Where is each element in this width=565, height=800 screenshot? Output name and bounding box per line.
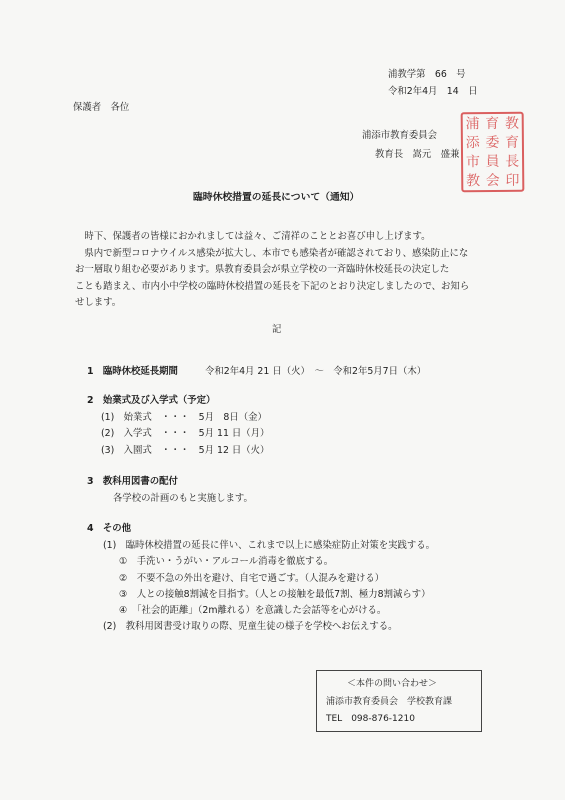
contact-box [316,670,482,732]
intro-paragraph [75,229,490,312]
other-item-2: (2) 教科用図書受け取りの際、児童生徒の様子を学校へお伝えする。 [103,621,398,632]
section-1-heading: 1 臨時休校延長期間 [87,366,178,377]
addressee: 保護者 各位 [73,102,130,113]
prevention-subitem: ② 不要不急の外出を避け、自宅で過ごす。（人混みを避ける） [119,573,385,584]
document-number: 浦教学第 66 号 [388,69,466,80]
official-seal: 浦 添 市 教 育 委 員 会 教 育 長 印 [461,112,525,193]
intro-line: 県内で新型コロナウイルス感染が拡大し、本市でも感染者が確認されており、感染防止にな [75,247,469,259]
contact-organization: 浦添市教育委員会 学校教育課 [326,697,453,707]
intro-line: せします。 [75,297,122,308]
section-3-heading: 3 教科用図書の配付 [87,476,178,487]
section-4-heading: 4 その他 [87,523,132,534]
ceremony-item: (3) 入園式 ・・・ 5月 12 日（火） [101,445,270,456]
intro-line: 時下、保護者の皆様におかれましては益々、ご清祥のこととお喜び申し上げます。 [75,231,431,242]
intro-line: ことも踏まえ、市内小中学校の臨時休校措置の延長を下記のとおり決定しましたので、お知ら [75,280,470,292]
prevention-subitem: ④ 「社会的距離」（2m離れる）を意識した会話等を心がける。 [119,605,387,616]
sender-organization: 浦添市教育委員会 [362,130,438,141]
document-title: 臨時休校措置の延長について（通知） [193,192,360,203]
ceremony-item: (2) 入学式 ・・・ 5月 11 日（月） [101,428,270,439]
document-date: 令和2年4月 14 日 [388,86,478,97]
textbook-note: 各学校の計画のもと実施します。 [113,493,253,504]
ceremony-item: (1) 始業式 ・・・ 5月 8日（金） [101,412,267,423]
section-2-heading: 2 始業式及び入学式（予定） [87,395,216,406]
closure-period: 令和2年4月 21 日（火） ～ 令和2年5月7日（木） [205,366,427,377]
intro-line: お一層取り組む必要があります。県教育委員会が県立学校の一斉臨時休校延長の決定した [75,264,450,275]
prevention-subitem: ③ 人との接触8割減を目指す。（人との接触を最低7割、極力8割減らす） [119,589,431,600]
contact-phone: TEL 098-876-1210 [326,714,415,724]
ki-mark: 記 [272,324,282,335]
contact-title: ＜本件の問い合わせ＞ [347,679,438,689]
sender-name: 教育長 嵩元 盛兼 [375,149,460,160]
prevention-subitem: ① 手洗い・うがい・アルコール消毒を徹底する。 [119,556,334,567]
other-item-1: (1) 臨時休校措置の延長に伴い、これまで以上に感染症防止対策を実践する。 [103,540,436,551]
